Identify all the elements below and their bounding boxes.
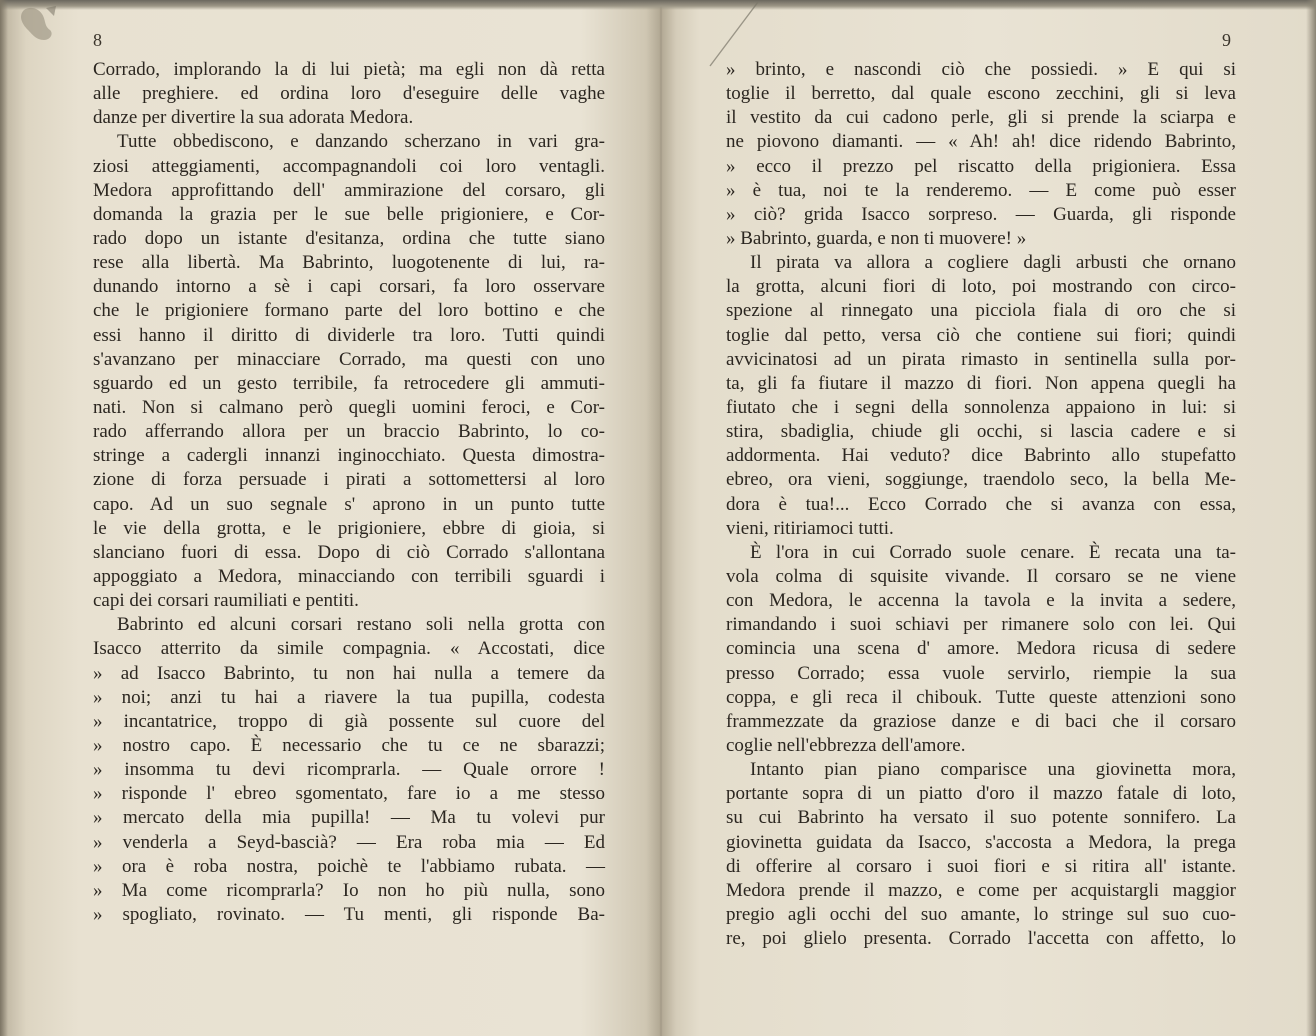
left-page-text-line: rado afferrando allora per un braccio Babrinto, lo co- [93,421,605,443]
left-page-text-line: » mercato della mia pupilla! — Ma tu volevi pur [93,807,605,829]
page-number-left: 8 [93,30,102,50]
right-page-text-line: addormenta. Hai veduto? dice Babrinto allo stupefatto [726,445,1236,467]
left-page-text-line: » risponde l' ebreo sgomentato, fare io a me stesso [93,783,605,805]
left-page-text-line: s'avanzano per minacciare Corrado, ma questi con uno [93,348,605,370]
right-page-text-line: » brinto, e nascondi ciò che possiedi. » E qui si [726,59,1236,80]
left-page-text [93,58,605,927]
right-page-text-line: È l'ora in cui Corrado suole cenare. È recata una ta- [750,541,1236,563]
right-page-text-line: dora è tua!... Ecco Corrado che si avanza con essa, [726,493,1236,515]
right-page-text-line: ta, gli fa fiutare il mazzo di fiori. Non appena quegli ha [726,372,1236,394]
right-page-text-line: » Babrinto, guarda, e non ti muovere! » [726,227,1027,249]
left-page-text-line: Isacco atterrito da simile compagnia. « Accostati, dice [93,638,605,660]
right-page-text-line: portante sopra di un piatto d'oro il mazzo fatale di loto, [726,783,1236,805]
left-page-text-line: domanda la grazia per le sue belle prigioniere, e Cor- [93,203,605,225]
right-page-text-line: Il pirata va allora a cogliere dagli arbusti che ornano [750,252,1236,274]
right-page-text-line: giovinetta guidata da Isacco, s'accosta a Medora, la prega [726,831,1236,853]
right-page-text-line: presso Corrado; essa vuole servirlo, riempie la sua [726,662,1236,684]
right-page-text-line: ebreo, ora vieni, soggiunge, traendolo seco, la bella Me- [726,469,1236,491]
right-page-text-line: re, poi glielo presenta. Corrado l'accetta con affetto, lo [726,928,1236,950]
left-page-text-line: » Ma come ricomprarla? Io non ho più nulla, sono [93,879,605,901]
left-page-text-line: » ad Isacco Babrinto, tu non hai nulla a temere da [93,662,605,684]
right-page-text-line: » ecco il prezzo pel riscatto della prigioniera. Essa [726,155,1236,177]
left-page-text-line: ziosi atteggiamenti, accompagnandoli coi loro ventagli. [93,155,605,177]
left-page-text-line: essi hanno il diritto di dividerle tra loro. Tutti quindi [93,324,605,346]
book-gutter [646,0,676,1036]
right-page-text-line: ne piovono diamanti. — « Ah! ah! dice ridendo Babrinto, [726,131,1236,153]
right-page-text-line: il vestito da cui cadono perle, gli si prende la sciarpa e [726,107,1236,129]
right-page-text-line: di offerire al corsaro i suoi fiori e si ritira all' istante. [726,855,1236,877]
left-page-text-line: zione di forza persuade i pirati a sottomettersi al loro [93,469,605,491]
left-page-text-line: alle preghiere. ed ordina loro d'eseguire delle vaghe [93,83,605,105]
right-page-text-line: comincia una scena d' amore. Medora ricusa di sedere [726,638,1236,660]
left-page-text-line: che le prigioniere formano parte del loro bottino e che [93,300,605,322]
right-page-text-line: spezione al rinnegato una picciola fiala di oro che si [726,300,1236,322]
left-page-text-line: danze per divertire la sua adorata Medora. [93,107,414,129]
left-page-text-line: » incantatrice, troppo di già possente sul cuore del [93,710,605,732]
left-page-text-line: rese alla libertà. Ma Babrinto, luogotenente di lui, ra- [93,252,605,274]
right-page-text-line: toglie dal petto, versa ciò che contiene sui fiori; quindi [726,324,1236,346]
left-page-text-line: le vie della grotta, e le prigioniere, ebbre di gioia, si [93,517,605,539]
left-page-text-line: » nostro capo. È necessario che tu ce ne sbarazzi; [93,734,605,756]
left-page-text-line: Corrado, implorando la di lui pietà; ma egli non dà retta [93,59,605,80]
left-page-text-line: nati. Non si calmano però quegli uomini feroci, e Cor- [93,396,605,418]
right-page-text-line: fiutato che i segni della sonnolenza appaiono in lui: si [726,396,1236,418]
left-page-text-line: Tutte obbediscono, e danzando scherzano in vari gra- [117,131,605,153]
right-page-text-line: coglie nell'ebbrezza dell'amore. [726,734,966,756]
right-page-text-line: frammezzate da graziose danze e di baci che il corsaro [726,710,1236,732]
left-page-text-line: capo. Ad un suo segnale s' aprono in un punto tutte [93,493,605,515]
right-page-text [726,58,1236,951]
page-number-right: 9 [1222,30,1231,50]
left-page-text-line: Babrinto ed alcuni corsari restano soli nella grotta con [117,614,605,636]
right-page-text-line: coppa, e gli reca il chibouk. Tutte queste attenzioni sono [726,686,1236,708]
right-page-text-line: pregio agli occhi del suo amante, lo stringe sul suo cuo- [726,903,1236,925]
left-edge-shadow [0,0,8,1036]
right-page-text-line: vieni, ritiriamoci tutti. [726,517,894,539]
right-page-text-line: la grotta, alcuni fiori di loto, poi mostrando con circo- [726,276,1236,298]
ink-stain-mark [16,4,62,46]
left-page-text-line: » noi; anzi tu hai a riavere la tua pupilla, codesta [93,686,605,708]
left-page-text-line: » ora è roba nostra, poichè te l'abbiamo rubata. — [93,855,605,877]
right-page-text-line: vola colma di squisite vivande. Il corsaro se ne viene [726,565,1236,587]
right-page-text-line: stira, sbadiglia, chiude gli occhi, si lascia cadere e si [726,421,1236,443]
right-page-text-line: toglie il berretto, dal quale escono zecchini, gli si leva [726,83,1236,105]
left-page-text-line: » spogliato, rovinato. — Tu menti, gli risponde Ba- [93,903,605,925]
left-page-text-line: appoggiato a Medora, minacciando con terribili sguardi i [93,565,605,587]
left-page-text-line: dunando intorno a sè i capi corsari, fa loro osservare [93,276,605,298]
top-edge-shadow [0,0,1316,10]
left-page-text-line: Medora approfittando dell' ammirazione del corsaro, gli [93,179,605,201]
left-page-text-line: slanciano fuori di essa. Dopo di ciò Corrado s'allontana [93,541,605,563]
right-page-text-line: » ciò? grida Isacco sorpreso. — Guarda, gli risponde [726,203,1236,225]
right-page-text-line: Medora prende il mazzo, e come per acquistargli maggior [726,879,1236,901]
right-page-text-line: avvicinatosi ad un pirata rimasto in sentinella sulla por- [726,348,1236,370]
left-page-text-line: » venderla a Seyd-bascià? — Era roba mia — Ed [93,831,605,853]
right-page-text-line: rimandando i suoi schiavi per rimanere solo con lei. Qui [726,614,1236,636]
right-edge-shadow [1306,0,1316,1036]
left-page-text-line: stringe a cadergli innanzi inginocchiato. Questa dimostra- [93,445,605,467]
right-page-text-line: » è tua, noi te la renderemo. — E come può esser [726,179,1236,201]
left-page-text-line: » insomma tu devi ricomprarla. — Quale orrore ! [93,759,605,781]
left-page-text-line: rado dopo un istante d'esitanza, ordina che tutte siano [93,227,605,249]
right-page-text-line: con Medora, le accenna la tavola e la invita a sedere, [726,590,1236,612]
right-page-text-line: Intanto pian piano comparisce una giovinetta mora, [750,759,1236,781]
left-page-text-line: sguardo ed un gesto terribile, fa retrocedere gli ammuti- [93,372,605,394]
left-page-text-line: capi dei corsari raumiliati e pentiti. [93,590,359,612]
right-page-text-line: su cui Babrinto ha versato il suo potente sonnifero. La [726,807,1236,829]
